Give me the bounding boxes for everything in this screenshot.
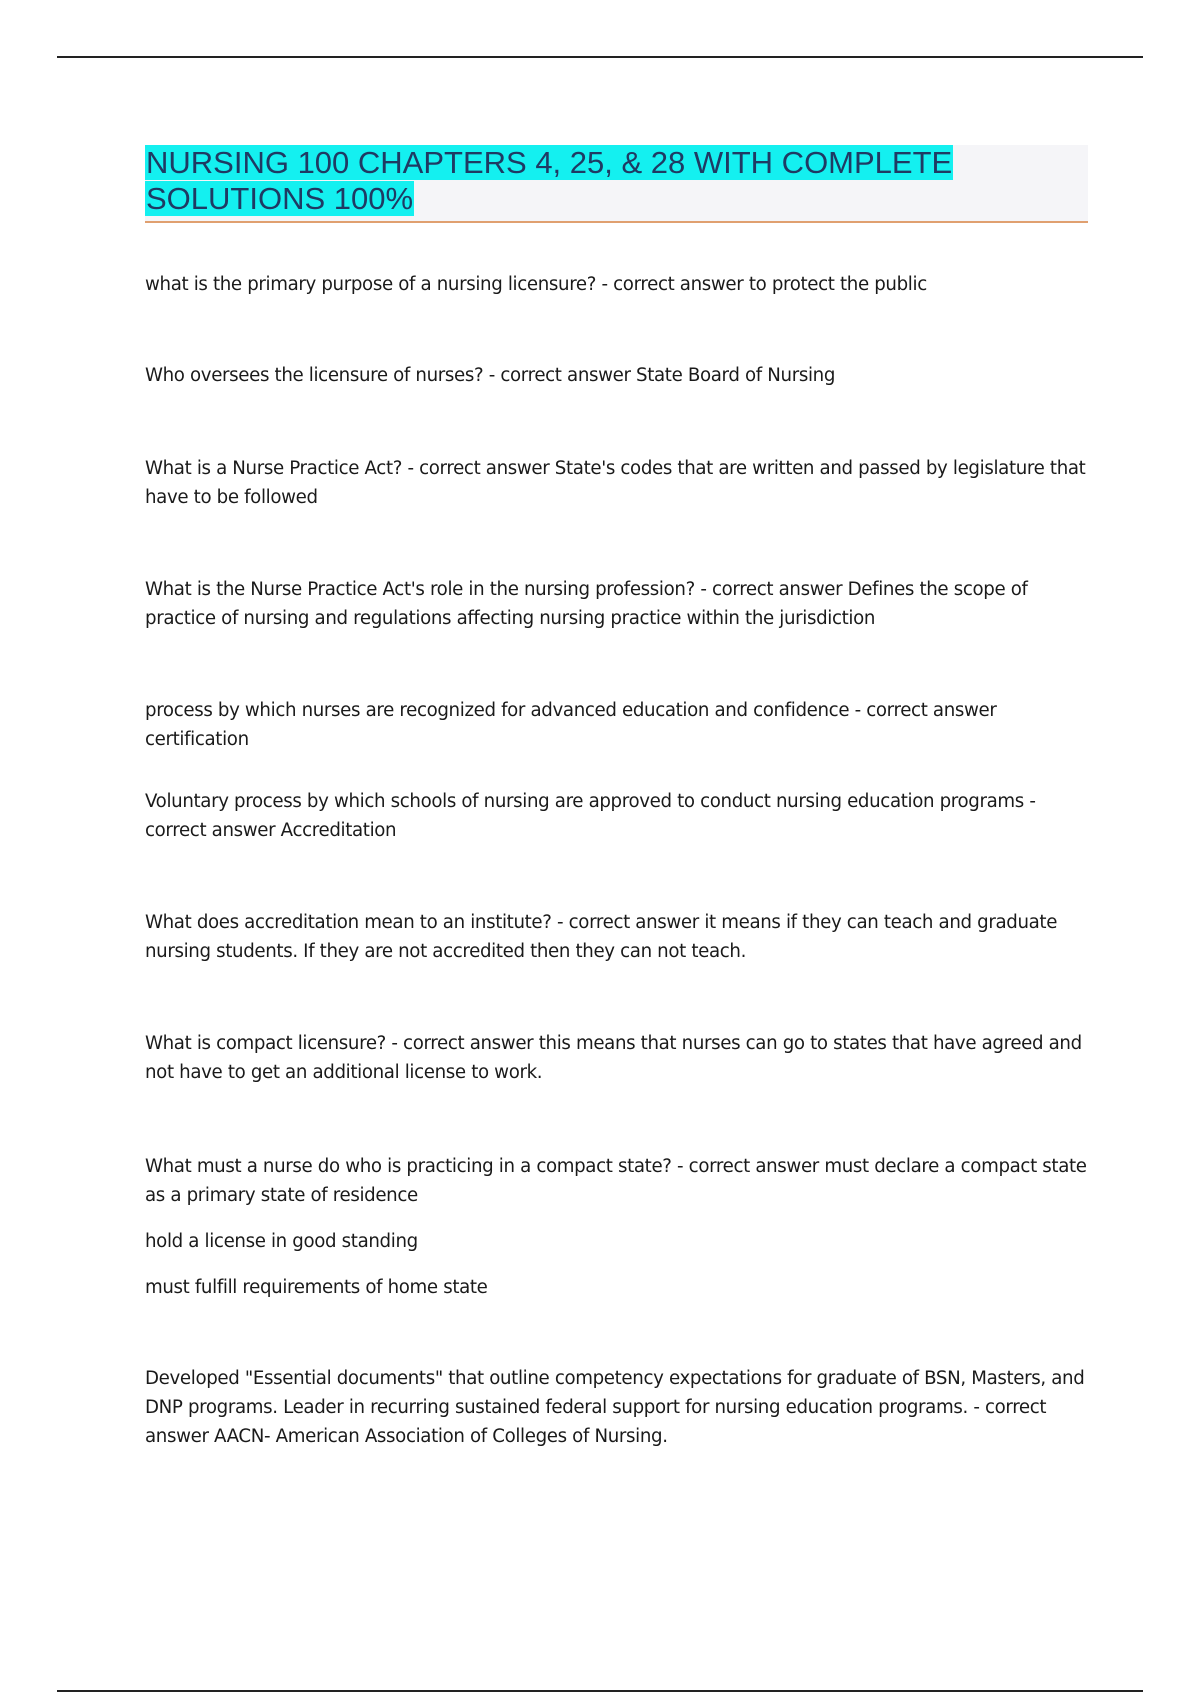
qa-text: what is the primary purpose of a nursing licensure? - correct answer to protect the public [145, 274, 927, 295]
qa-text-extra-1: hold a license in good standing [145, 1231, 418, 1252]
qa-text: What is compact licensure? - correct answer this means that nurses can go to states that have agreed and not have to get an additional license to work. [145, 1033, 1082, 1083]
qa-item-3 [145, 454, 1090, 512]
title-block [145, 145, 1088, 223]
qa-item-5 [145, 696, 1090, 754]
qa-item-2 [145, 361, 1090, 390]
qa-item-8 [145, 1029, 1090, 1087]
qa-text: Voluntary process by which schools of nursing are approved to conduct nursing education programs - correct answer Accreditation [145, 791, 1036, 841]
qa-text: Who oversees the licensure of nurses? - correct answer State Board of Nursing [145, 365, 836, 386]
qa-item-4 [145, 575, 1090, 633]
qa-text: process by which nurses are recognized for advanced education and confidence - correct answer certification [145, 700, 997, 750]
qa-text-extra-2: must fulfill requirements of home state [145, 1277, 488, 1298]
qa-item-6 [145, 787, 1090, 845]
qa-text: What must a nurse do who is practicing in a compact state? - correct answer must declare a compact state as a primary state of residence [145, 1156, 1087, 1206]
qa-item-9 [145, 1152, 1090, 1302]
page-top-rule [57, 56, 1143, 58]
page-bottom-rule [57, 1690, 1143, 1692]
qa-text: Developed "Essential documents" that outline competency expectations for graduate of BSN, Masters, and DNP programs. Leader in recurring sustained federal support for nursing education programs. - correct answer AACN- American Association of Colleges of Nursing. [145, 1368, 1085, 1447]
qa-item-10 [145, 1364, 1090, 1451]
document-title [145, 145, 1088, 217]
title-line-2: SOLUTIONS 100% [146, 181, 414, 216]
title-line-1: NURSING 100 CHAPTERS 4, 25, & 28 WITH COMPLETE [146, 145, 953, 180]
qa-text: What does accreditation mean to an institute? - correct answer it means if they can teach and graduate nursing students. If they are not accredited then they can not teach. [145, 912, 1058, 962]
qa-text: What is the Nurse Practice Act's role in the nursing profession? - correct answer Defines the scope of practice of nursing and regulations affecting nursing practice within the jurisdiction [145, 579, 1028, 629]
qa-text: What is a Nurse Practice Act? - correct answer State's codes that are written and passed by legislature that have to be followed [145, 458, 1086, 508]
qa-item-1 [145, 270, 1090, 299]
qa-item-7 [145, 908, 1090, 966]
